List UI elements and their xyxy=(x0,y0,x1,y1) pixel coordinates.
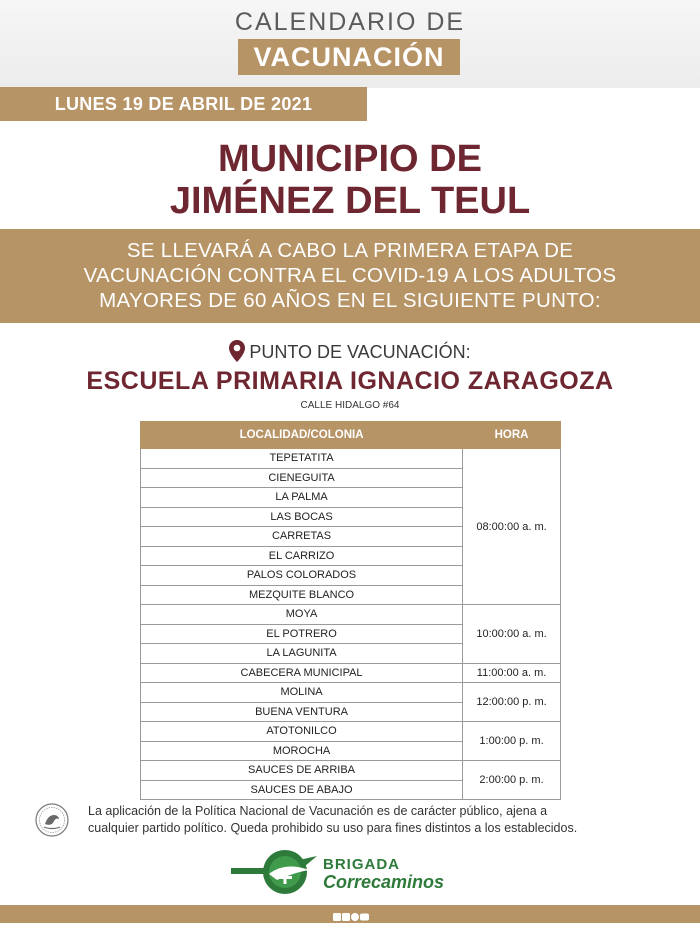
locality-cell: PALOS COLORADOS xyxy=(141,566,463,586)
legal-disclaimer xyxy=(88,803,688,837)
locality-cell: ATOTONILCO xyxy=(141,722,463,742)
locality-cell: CIENEGUITA xyxy=(141,468,463,488)
table-row xyxy=(141,683,561,703)
locality-cell: CARRETAS xyxy=(141,527,463,547)
locality-cell: LAS BOCAS xyxy=(141,507,463,527)
info-banner xyxy=(0,229,700,323)
locality-cell: SAUCES DE ARRIBA xyxy=(141,761,463,781)
time-cell: 08:00:00 a. m. xyxy=(463,449,561,605)
brigada-correcaminos-logo xyxy=(229,846,489,898)
calendar-subtitle: VACUNACIÓN xyxy=(238,39,460,75)
time-cell: 2:00:00 p. m. xyxy=(463,761,561,800)
disclaimer-line-2: cualquier partido político. Queda prohibido su uso para fines distintos a los establecidos. xyxy=(88,821,578,835)
locality-cell: MOLINA xyxy=(141,683,463,703)
locality-cell: MEZQUITE BLANCO xyxy=(141,585,463,605)
municipality-line-1: MUNICIPIO DE xyxy=(218,138,482,180)
table-row xyxy=(141,722,561,742)
date-banner: LUNES 19 DE ABRIL DE 2021 xyxy=(0,87,367,121)
info-line-1: SE LLEVARÁ A CABO LA PRIMERA ETAPA DE xyxy=(126,239,574,262)
header-locality: LOCALIDAD/COLONIA xyxy=(141,422,463,449)
locality-cell: LA PALMA xyxy=(141,488,463,508)
time-cell: 11:00:00 a. m. xyxy=(463,663,561,683)
facebook-icon[interactable] xyxy=(333,913,341,921)
table-row xyxy=(141,663,561,683)
locality-cell: SAUCES DE ABAJO xyxy=(141,780,463,800)
time-cell: 12:00:00 p. m. xyxy=(463,683,561,722)
calendar-title: CALENDARIO DE xyxy=(234,8,466,36)
table-row xyxy=(141,449,561,469)
info-line-2: VACUNACIÓN CONTRA EL COVID-19 A LOS ADULTOS xyxy=(83,264,617,287)
municipality-title xyxy=(0,138,700,222)
vaccination-point-label: PUNTO DE VACUNACIÓN: xyxy=(249,342,471,362)
location-pin-icon xyxy=(229,340,245,367)
locality-cell: LA LAGUNITA xyxy=(141,644,463,664)
info-line-3: MAYORES DE 60 AÑOS EN EL SIGUIENTE PUNTO: xyxy=(99,289,601,312)
brand-top-text: BRIGADA xyxy=(323,856,400,873)
vaccination-point-name: ESCUELA PRIMARIA IGNACIO ZARAGOZA xyxy=(86,367,614,395)
table-row xyxy=(141,605,561,625)
twitter-icon[interactable] xyxy=(342,913,350,921)
time-cell: 1:00:00 p. m. xyxy=(463,722,561,761)
locality-cell: MOYA xyxy=(141,605,463,625)
mexico-seal-icon xyxy=(35,803,69,842)
locality-cell: CABECERA MUNICIPAL xyxy=(141,663,463,683)
locality-cell: EL POTRERO xyxy=(141,624,463,644)
locality-cell: MOROCHA xyxy=(141,741,463,761)
table-row xyxy=(141,761,561,781)
vaccination-point-row xyxy=(0,340,700,367)
youtube-icon[interactable] xyxy=(360,914,369,921)
disclaimer-line-1: La aplicación de la Política Nacional de Vacunación es de carácter público, ajena a xyxy=(88,804,548,818)
locality-cell: BUENA VENTURA xyxy=(141,702,463,722)
brand-bottom-text: Correcaminos xyxy=(323,872,445,892)
locality-cell: EL CARRIZO xyxy=(141,546,463,566)
table-header-row xyxy=(141,422,561,449)
locality-cell: TEPETATITA xyxy=(141,449,463,469)
social-icons xyxy=(333,909,369,919)
schedule-table xyxy=(140,421,561,800)
time-cell: 10:00:00 a. m. xyxy=(463,605,561,664)
instagram-icon[interactable] xyxy=(351,913,359,921)
header-time: HORA xyxy=(463,422,561,449)
vaccination-point-address: CALLE HIDALGO #64 xyxy=(300,400,400,411)
municipality-line-2: JIMÉNEZ DEL TEUL xyxy=(169,180,531,222)
